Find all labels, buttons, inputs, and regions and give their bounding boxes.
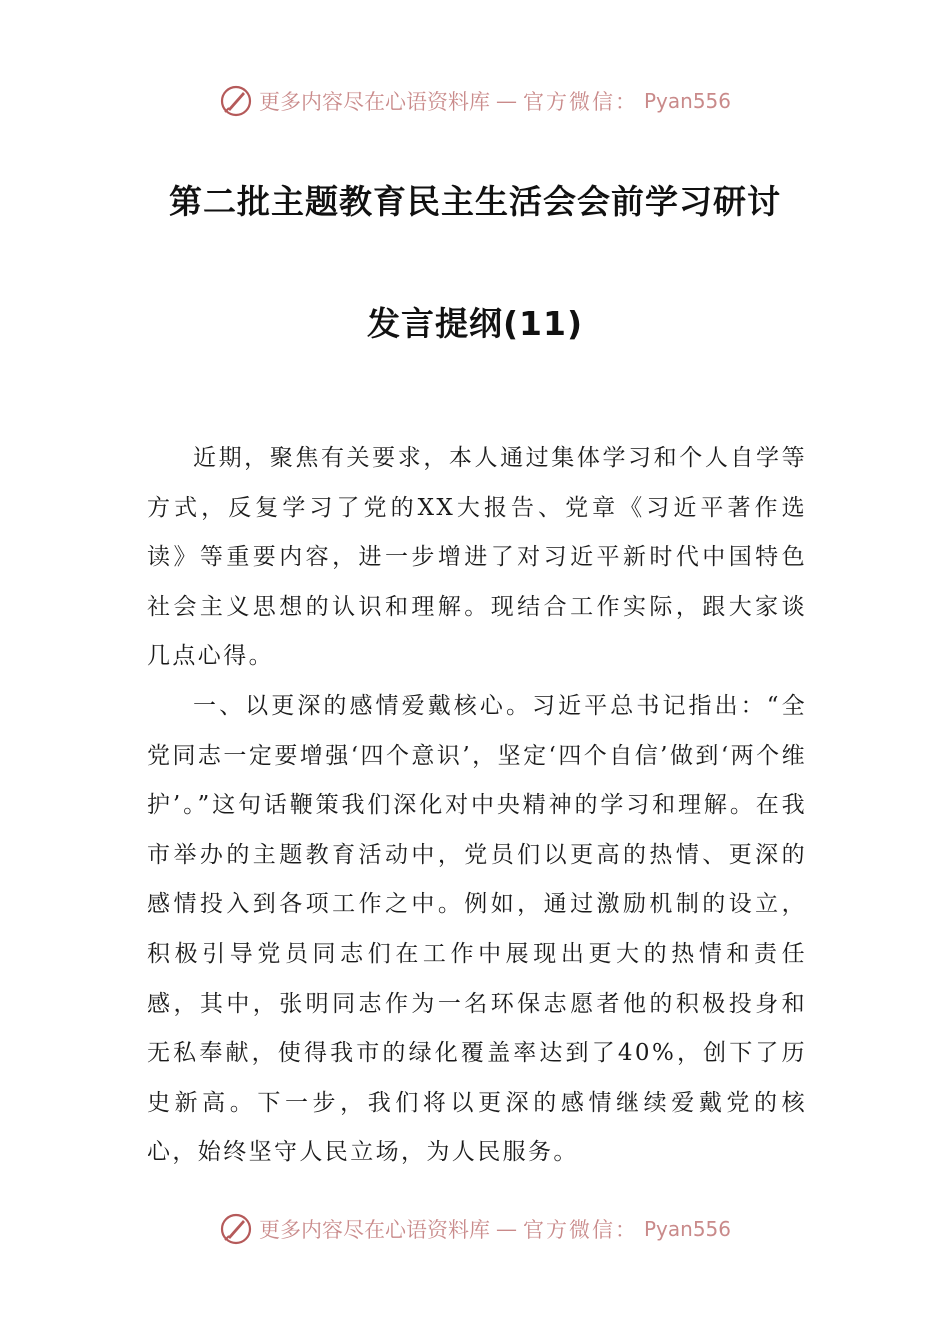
watermark-wechat-label: 官方微信： (522, 1218, 638, 1242)
paragraph-section-1: 一、以更深的感情爱戴核心。习近平总书记指出：“全党同志一定要增强‘四个意识’，坚定‘四个自信’做到‘两个维护’。”这句话鞭策我们深化对中央精神的学习和理解。在我市举办的主题教育活动中，党员们以更高的热情、更深的感情投入到各项工作之中。例如，通过激励机制的设立，积极引导党员同志们在工作中展现出更大的热情和责任感，其中，张明同志作为一名环保志愿者他的积极投身和无私奉献，使得我市的绿化覆盖率达到了40%，创下了历史新高。下一步，我们将以更深的感情继续爱戴党的核心，始终坚守人民立场，为人民服务。 (147, 692, 807, 1166)
paragraph-intro: 近期，聚焦有关要求，本人通过集体学习和个人自学等方式，反复学习了党的XX大报告、党章《习近平著作选读》等重要内容，进一步增进了对习近平新时代中国特色社会主义思想的认识和理解。现结合工作实际，跟大家谈几点心得。 (147, 445, 807, 670)
footer-watermark (0, 1212, 950, 1246)
quill-pen-icon (219, 84, 253, 118)
document-title-line-2: 发言提纲(11) (366, 304, 584, 343)
watermark-wechat-id: Pyan556 (643, 89, 731, 113)
watermark-wechat-label: 官方微信： (522, 90, 638, 114)
watermark-wechat-id: Pyan556 (643, 1217, 731, 1241)
header-watermark (0, 84, 950, 118)
watermark-separator: — (495, 89, 517, 113)
document-title-line-1: 第二批主题教育民主生活会会前学习研讨 (169, 182, 781, 221)
watermark-text: 更多内容尽在心语资料库 (258, 90, 490, 114)
document-body (147, 434, 807, 1178)
watermark-separator: — (495, 1217, 517, 1241)
watermark-text: 更多内容尽在心语资料库 (258, 1218, 490, 1242)
quill-pen-icon (219, 1212, 253, 1246)
